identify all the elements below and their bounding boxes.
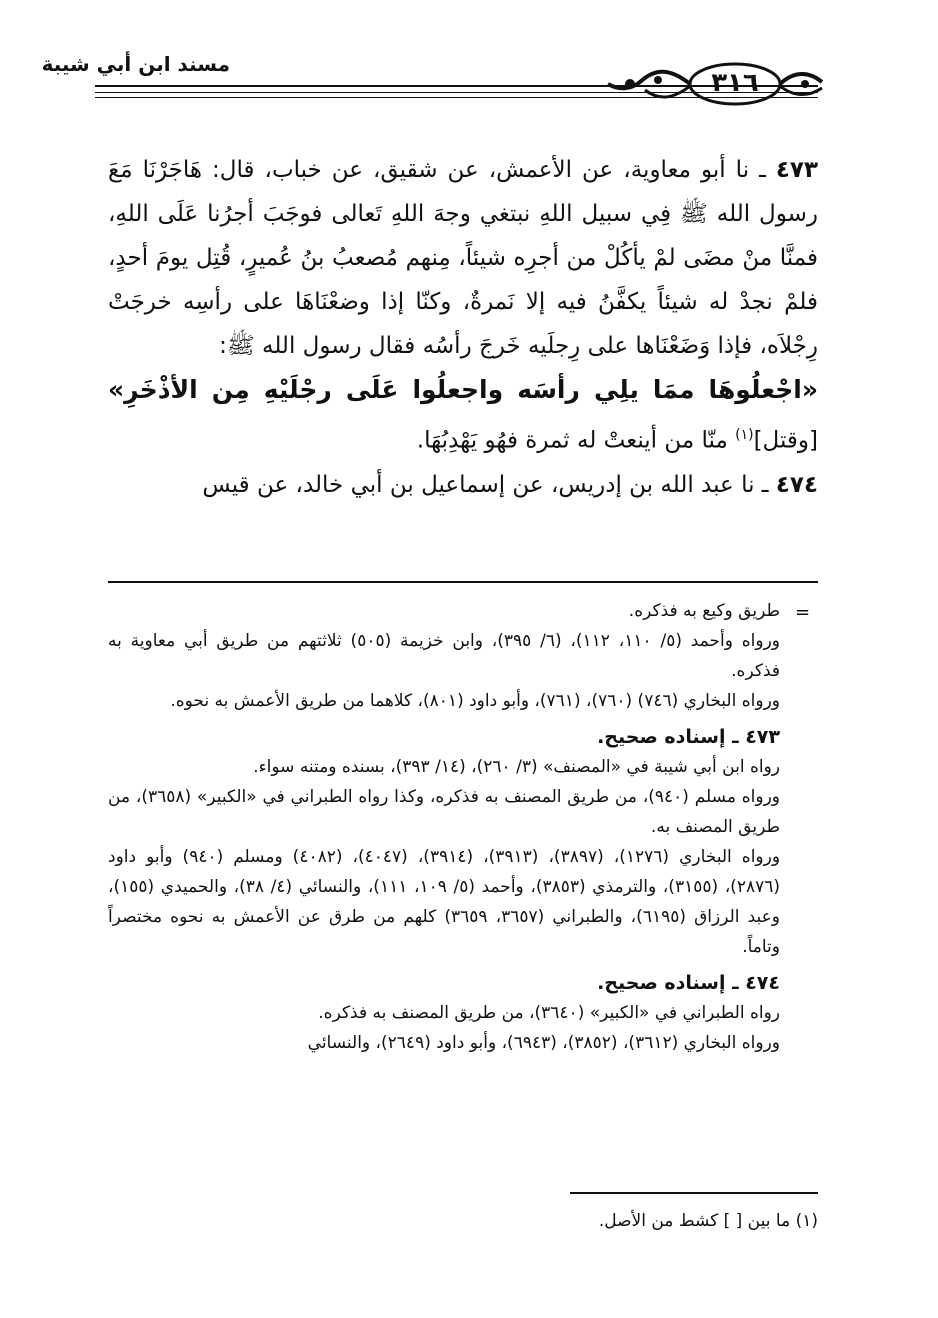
footnote-line: ورواه البخاري (٣٦١٢)، (٣٨٥٢)، (٦٩٤٣)، وأبو داود (٢٦٤٩)، والنسائي	[307, 1033, 780, 1053]
footnotes	[108, 596, 780, 1058]
header-rule	[95, 85, 818, 87]
footnote-ref: (١)	[735, 427, 754, 443]
endnote: (١) ما بين [ ] كشط من الأصل.	[598, 1211, 818, 1231]
footnote-line: رواه ابن أبي شيبة في «المصنف» (٣/ ٢٦٠)، (١٤/ ٣٩٣)، بسنده ومتنه سواء.	[253, 757, 780, 777]
hadith-text: ـ نا عبد الله بن إدريس، عن إسماعيل بن أبي خالد، عن قيس	[202, 471, 776, 498]
hadith-number: ٤٧٤	[775, 471, 818, 498]
header-rule	[95, 97, 818, 98]
hadith-473	[108, 148, 818, 368]
book-title: مسند ابن أبي شيبة	[41, 52, 230, 76]
hadith-text: منّا من أينعتْ له ثمرة فهُو يَهْدِبُهَا.	[416, 427, 728, 454]
footnote-heading: ٤٧٣ ـ إسناده صحيح.	[597, 726, 780, 748]
footnote-line: ورواه البخاري (١٢٧٦)، (٣٨٩٧)، (٣٩١٣)، (٣٩١٤)، (٤٠٤٧)، (٤٠٨٢) ومسلم (٩٤٠) وأبو داود (٢٨٧٦)، (٣١٥٥)، والترمذي (٣٨٥٣)، وأحمد (٥/ ١٠٩، ١١١)، والنسائي (٤/ ٣٨)، والحميدي (١٥٥)، وعبد الرزاق (٦١٩٥)، والطبراني (٣٦٥٧، ٣٦٥٩) كلهم من طرق عن الأعمش به نحوه مختصراً وتاماً.	[108, 847, 781, 957]
header-rule	[95, 92, 818, 93]
footnote-line: ورواه وأحمد (٥/ ١١٠، ١١٢)، (٦/ ٣٩٥)، وابن خزيمة (٥٠٥) ثلاثتهم من طريق أبي معاوية به فذكره.	[108, 631, 781, 681]
hadith-text: ـ نا أبو معاوية، عن الأعمش، عن شقيق، عن خباب، قال: هَاجَرْنَا مَعَ رسول الله ﷺ فِي سبيل اللهِ نبتغي وجهَ اللهِ تَعالى فوجَبَ أجرُنا عَلَى اللهِ، فمنَّا منْ مضَى لمْ يأكُلْ من أجرِه شيئاً، مِنهم مُصعبُ بنُ عُميرٍ، قُتِل يومَ أحدٍ، فلمْ نجدْ له شيئاً يكفَّنُ فيه إلا نَمرةٌ، وكنّا إذا وضعْنَاهَا على رأسِه خرجَتْ رِجْلاَه، فإذا وَضَعْنَاها على رِجلَيه خَرجَ رأسُه فقال رسول الله ﷺ:	[108, 157, 818, 359]
page-number: ٣١٦	[711, 68, 759, 98]
footnote-separator	[108, 581, 818, 583]
prophetic-quote: «اجْعلُوهَا ممَا يلِي رأسَه واجعلُوا عَلَى رجْلَيْهِ مِن الأذْخَرِ»	[108, 375, 818, 404]
footnote-line: ورواه مسلم (٩٤٠)، من طريق المصنف به فذكره، وكذا رواه الطبراني في «الكبير» (٣٦٥٨)، من طريق المصنف به.	[108, 787, 780, 837]
endnote-separator	[570, 1192, 818, 1194]
footnote-line: ورواه البخاري (٧٤٦) (٧٦٠)، (٧٦١)، وأبو داود (٨٠١)، كلاهما من طريق الأعمش به نحوه.	[170, 691, 780, 711]
footnote-line: رواه الطبراني في «الكبير» (٣٦٤٠)، من طريق المصنف به فذكره.	[318, 1003, 780, 1023]
continuation-marker: =	[795, 602, 811, 623]
footnote-line: طريق وكيع به فذكره.	[628, 601, 780, 621]
hadith-number: ٤٧٣	[775, 157, 818, 183]
footnote-heading: ٤٧٤ ـ إسناده صحيح.	[597, 972, 780, 994]
hadith-474	[108, 463, 818, 507]
bracket-text: [وقتل]	[753, 427, 818, 454]
main-text	[108, 148, 818, 507]
hadith-473-quote-line	[108, 368, 818, 463]
